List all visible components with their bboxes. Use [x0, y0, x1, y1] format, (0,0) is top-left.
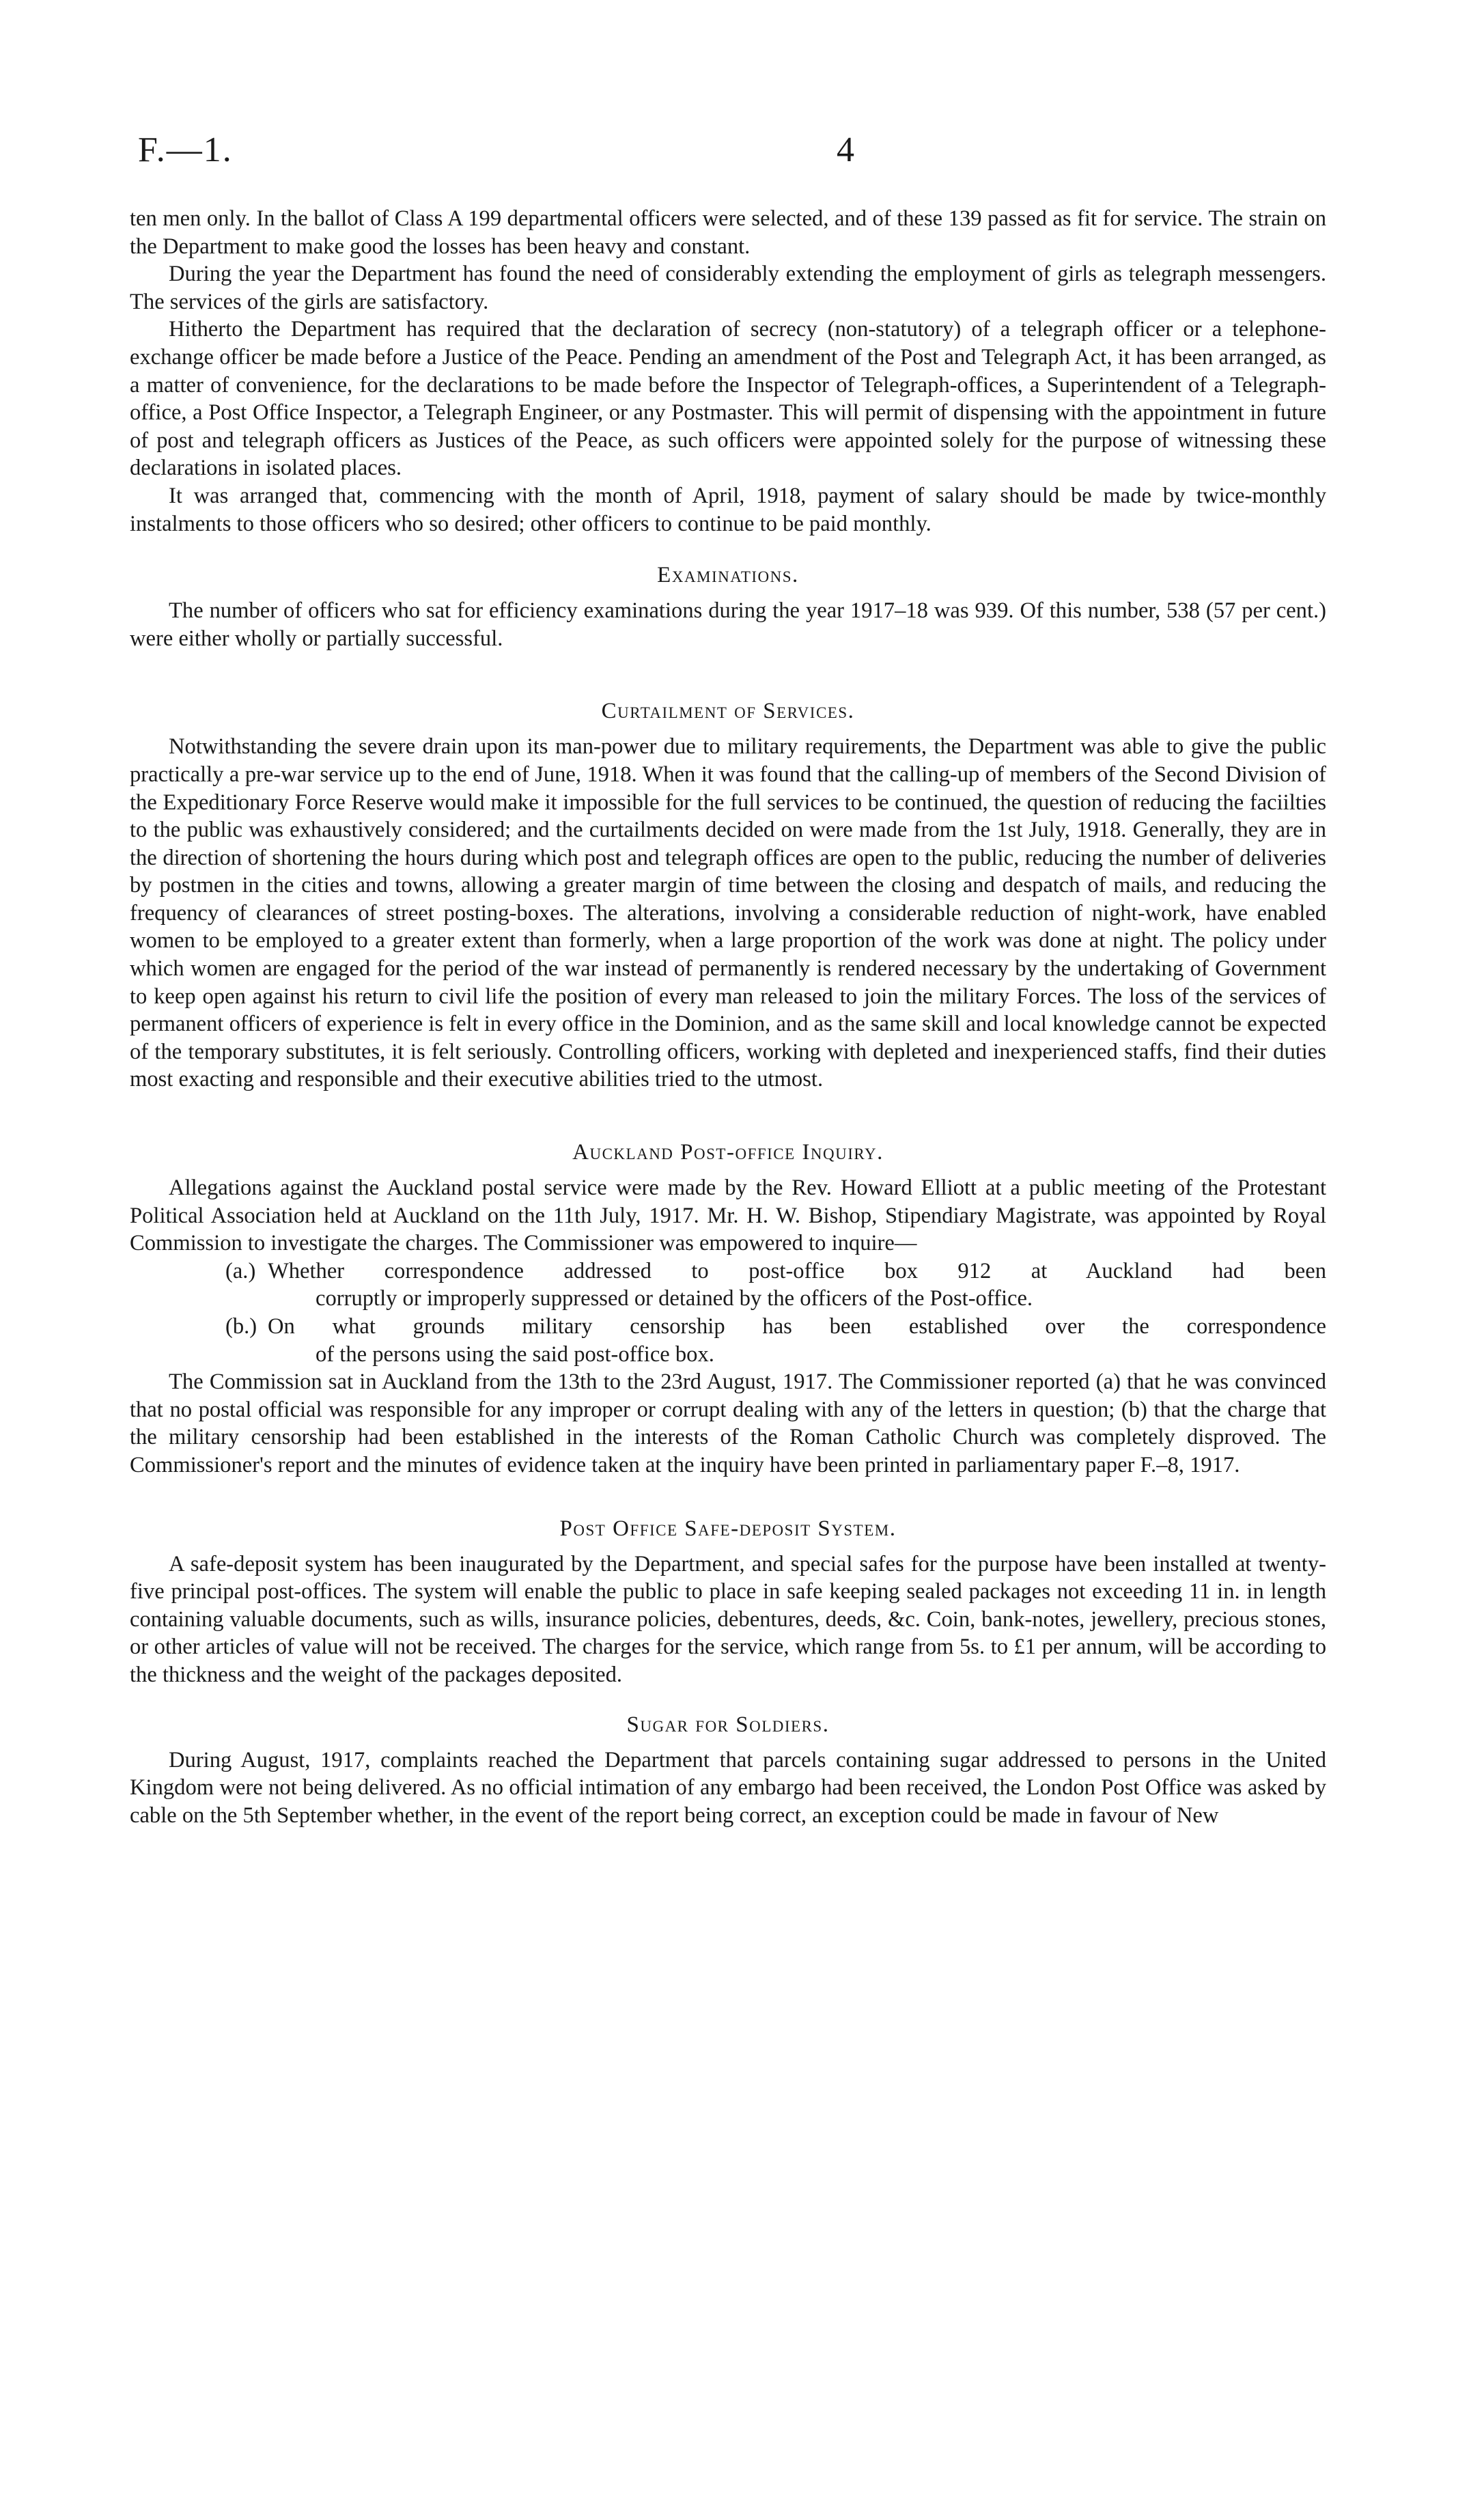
safe-deposit-paragraph: A safe-deposit system has been inaugurated by the Department, and special safes for the purpose have been installed at twenty-five principal post-offices. The system will enable the public to place in safe keeping sealed packages not exceeding 11 in. in length containing valuable documents, such as wills, insurance policies, debentures, deeds, &c. Coin, bank-notes, jewellery, precious stones, or other articles of value will not be received. The charges for the service, which range from 5s. to £1 per annum, will be according to the thickness and the weight of the packages deposited. — [130, 1551, 1326, 1687]
section-heading-curtailment: Curtailment of Services. — [601, 699, 855, 724]
section-heading-auckland-inquiry: Auckland Post-office Inquiry. — [572, 1140, 884, 1165]
inquiry-item-a — [225, 1257, 1326, 1313]
auckland-paragraph-allegations: Allegations against the Auckland postal service were made by the Rev. Howard Elliott at a public meeting of the Protestant Political Association held at Auckland on the 11th July, 1917. Mr. H. W. Bishop, Stipendiary Magistrate, was appointed by Royal Commission to investigate the charges. The Commissioner was empowered to inquire— — [130, 1176, 1326, 1256]
auckland-paragraph-findings: The Commission sat in Auckland from the 13th to the 23rd August, 1917. The Commissioner reported (a) that he was convinced that no postal official was responsible for any improper or corrupt dealing with any of the letters in question; (b) that the charge that the military censorship had been established in the interests of the Roman Catholic Church was completely disproved. The Commissioner's report and the minutes of evidence taken at the inquiry have been printed in parliamentary paper F.–8, 1917. — [130, 1369, 1326, 1477]
sugar-paragraph: During August, 1917, complaints reached the Department that parcels containing sugar addressed to persons in the United Kingdom were not being delivered. As no official intimation of any embargo had been received, the London Post Office was asked by cable on the 5th September whether, in the event of the report being correct, an exception could be made in favour of New — [130, 1747, 1326, 1828]
section-heading-sugar: Sugar for Soldiers. — [626, 1712, 830, 1737]
inquiry-item-b — [225, 1313, 1326, 1368]
intro-paragraph-declaration: Hitherto the Department has required that the declaration of secrecy (non-statutory) of a telegraph officer or a telephone-exchange officer be made before a Justice of the Peace. Pending an amendment of the Post and Telegraph Act, it has been arranged, as a matter of convenience, for the declarations to be made before the Inspector of Telegraph-offices, a Superintendent of a Telegraph-office, a Post Office Inspector, a Telegraph Engineer, or any Postmaster. This will permit of dispensing with the appointment in future of post and telegraph officers as Justices of the Peace, as such officers were appointed solely for the purpose of witnessing these declarations in isolated places. — [130, 317, 1326, 481]
intro-paragraph-girls: During the year the Department has found the need of considerably extending the employment of girls as telegraph messengers. The services of the girls are satisfactory. — [130, 262, 1326, 314]
inquiry-item-label: (b.) — [225, 1314, 257, 1339]
inquiry-item-text: Whether correspondence addressed to post-office box 912 at Auckland had been corruptly or improperly suppressed or detained by the officers of the Post-office. — [268, 1258, 1326, 1311]
intro-paragraph-continued: ten men only. In the ballot of Class A 199 departmental officers were selected, and of these 139 passed as fit for service. The strain on the Department to make good the losses has been heavy and constant. — [130, 206, 1326, 259]
section-heading-safe-deposit: Post Office Safe-deposit System. — [559, 1516, 897, 1541]
curtailment-paragraph: Notwithstanding the severe drain upon its man-power due to military requirements, the Department was able to give the public practically a pre-war service up to the end of June, 1918. When it was found that the calling-up of members of the Second Division of the Expeditionary Force Reserve would make it impossible for the full services to be continued, the question of reducing the faciilties to the public was exhaustively considered; and the curtailments decided on were made from the 1st July, 1918. Generally, they are in the direction of shortening the hours during which post and telegraph offices are open to the public, reducing the number of deliveries by postmen in the cities and towns, allowing a greater margin of time between the closing and despatch of mails, and reducing the frequency of clearances of street posting-boxes. The alterations, involving a considerable reduction of night-work, have enabled women to be employed to a greater extent than formerly, when a large proportion of the work was done at night. The policy under which women are engaged for the period of the war instead of permanently is rendered necessary by the undertaking of Government to keep open against his return to civil life the position of every man released to join the military Forces. The loss of the services of permanent officers of experience is felt in every office in the Dominion, and as the same skill and local knowledge cannot be expected of the temporary substitutes, it is felt seriously. Controlling officers, working with depleted and inexperienced staffs, find their duties most exacting and responsible and their executive abilities tried to the utmost. — [130, 734, 1326, 1092]
inquiry-item-label: (a.) — [225, 1258, 256, 1283]
page-number: 4 — [837, 130, 854, 169]
examinations-paragraph: The number of officers who sat for efficiency examinations during the year 1917–18 was 939. Of this number, 538 (57 per cent.) were either wholly or partially successful. — [130, 598, 1326, 651]
inquiry-item-text: On what grounds military censorship has been established over the correspondence of the persons using the said post-office box. — [268, 1314, 1326, 1367]
page-body — [130, 205, 1326, 1829]
intro-paragraph-salary: It was arranged that, commencing with the month of April, 1918, payment of salary should be made by twice-monthly instalments to those officers who so desired; other officers to continue to be paid monthly. — [130, 483, 1326, 536]
section-heading-examinations: Examinations. — [657, 563, 799, 588]
document-code: F.—1. — [138, 130, 233, 169]
page-header — [130, 130, 1318, 178]
